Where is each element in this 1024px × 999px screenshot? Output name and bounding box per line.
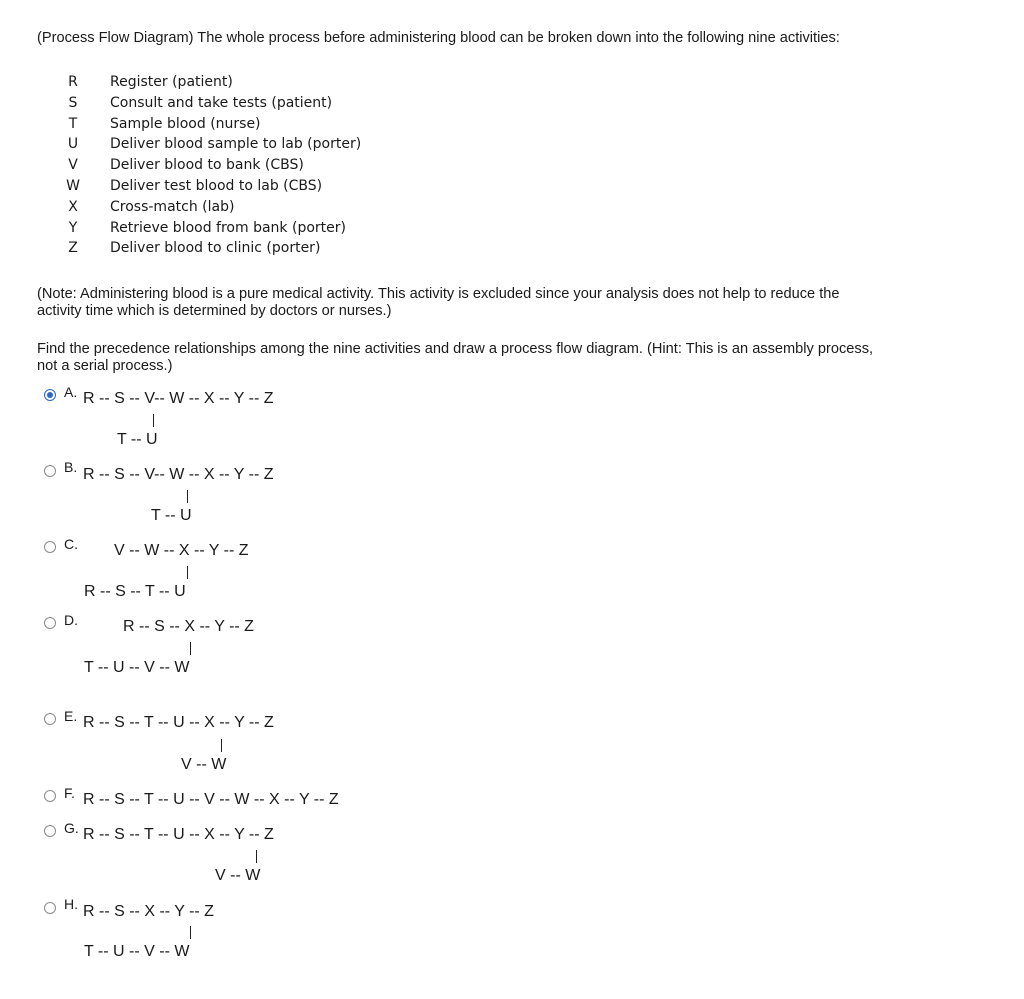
option-f-radio[interactable] (44, 790, 56, 802)
option-c-flow-branch: R -- S -- T -- U (84, 583, 186, 600)
activity-desc: Cross-match (lab) (110, 198, 235, 215)
activity-row (62, 134, 361, 155)
activity-letter: S (68, 94, 78, 111)
option-d-flow-branch: T -- U -- V -- W (84, 659, 190, 676)
option-e-connector (221, 739, 222, 752)
activity-desc: Deliver test blood to lab (CBS) (110, 177, 323, 194)
activity-letter: T (68, 115, 78, 132)
option-b-flow-main: R -- S -- V-- W -- X -- Y -- Z (83, 466, 274, 483)
question-text: Find the precedence relationships among the nine activities and draw a process flow diagram. (Hint: This is an assembly process, not a serial process.) (37, 341, 874, 374)
option-e-label: E. (64, 708, 78, 724)
activity-row (62, 93, 361, 114)
option-c-flow-main: V -- W -- X -- Y -- Z (114, 542, 249, 559)
option-e-flow-branch: V -- W (181, 756, 227, 773)
option-g-label: G. (64, 820, 79, 836)
intro-text: (Process Flow Diagram) The whole process before administering blood can be broken down into the following nine activities: (37, 30, 840, 46)
option-d-connector (190, 642, 191, 655)
option-d-label: D. (64, 612, 78, 628)
activity-letter: U (67, 136, 79, 153)
option-d-flow-main: R -- S -- X -- Y -- Z (123, 618, 254, 635)
option-e-radio[interactable] (44, 713, 56, 725)
option-h-flow-branch: T -- U -- V -- W (84, 943, 190, 960)
option-h-radio[interactable] (44, 902, 56, 914)
option-g-connector (256, 850, 257, 863)
activity-letter: X (68, 198, 78, 215)
option-e-flow-main: R -- S -- T -- U -- X -- Y -- Z (83, 714, 274, 731)
option-c-label: C. (64, 536, 78, 552)
option-b-label: B. (64, 459, 78, 475)
activity-letter: Z (68, 240, 78, 257)
activity-row (62, 197, 361, 218)
option-b-connector (187, 490, 188, 503)
option-c-radio[interactable] (44, 541, 56, 553)
option-f-flow-main: R -- S -- T -- U -- V -- W -- X -- Y -- Z (83, 791, 339, 808)
activity-row (62, 155, 361, 176)
activity-desc: Consult and take tests (patient) (110, 94, 333, 111)
option-b-radio[interactable] (44, 465, 56, 477)
option-a-label: A. (64, 384, 78, 400)
activity-table (62, 72, 361, 259)
activity-desc: Deliver blood to bank (CBS) (110, 157, 304, 174)
activity-desc: Retrieve blood from bank (porter) (110, 219, 346, 236)
activity-row (62, 218, 361, 239)
activity-letter: Y (68, 219, 78, 236)
activity-row (62, 72, 361, 93)
option-a-flow-main: R -- S -- V-- W -- X -- Y -- Z (83, 390, 274, 407)
activity-letter: R (68, 74, 78, 90)
option-f-label: F. (64, 785, 75, 801)
option-c-connector (187, 566, 188, 579)
option-g-flow-main: R -- S -- T -- U -- X -- Y -- Z (83, 826, 274, 843)
option-d-radio[interactable] (44, 617, 56, 629)
note-text: (Note: Administering blood is a pure medical activity. This activity is excluded since your analysis does not help to reduce the activity time which is determined by doctors or nurses.) (37, 286, 840, 319)
activity-row (62, 114, 361, 135)
activity-letter: W (66, 177, 80, 194)
activity-desc: Sample blood (nurse) (110, 115, 261, 132)
option-h-label: H. (64, 896, 78, 912)
activity-desc: Deliver blood to clinic (porter) (110, 240, 321, 257)
option-h-flow-main: R -- S -- X -- Y -- Z (83, 903, 214, 920)
activity-row (62, 238, 361, 259)
option-h-connector (190, 926, 191, 939)
option-a-flow-branch: T -- U (117, 431, 158, 448)
option-g-radio[interactable] (44, 825, 56, 837)
activity-desc: Register (patient) (110, 74, 233, 90)
option-a-connector (153, 414, 154, 427)
option-a-radio[interactable] (44, 389, 56, 401)
activity-letter: V (68, 157, 78, 174)
option-g-flow-branch: V -- W (215, 867, 261, 884)
activity-desc: Deliver blood sample to lab (porter) (110, 136, 362, 153)
option-b-flow-branch: T -- U (151, 507, 192, 524)
activity-row (62, 176, 361, 197)
